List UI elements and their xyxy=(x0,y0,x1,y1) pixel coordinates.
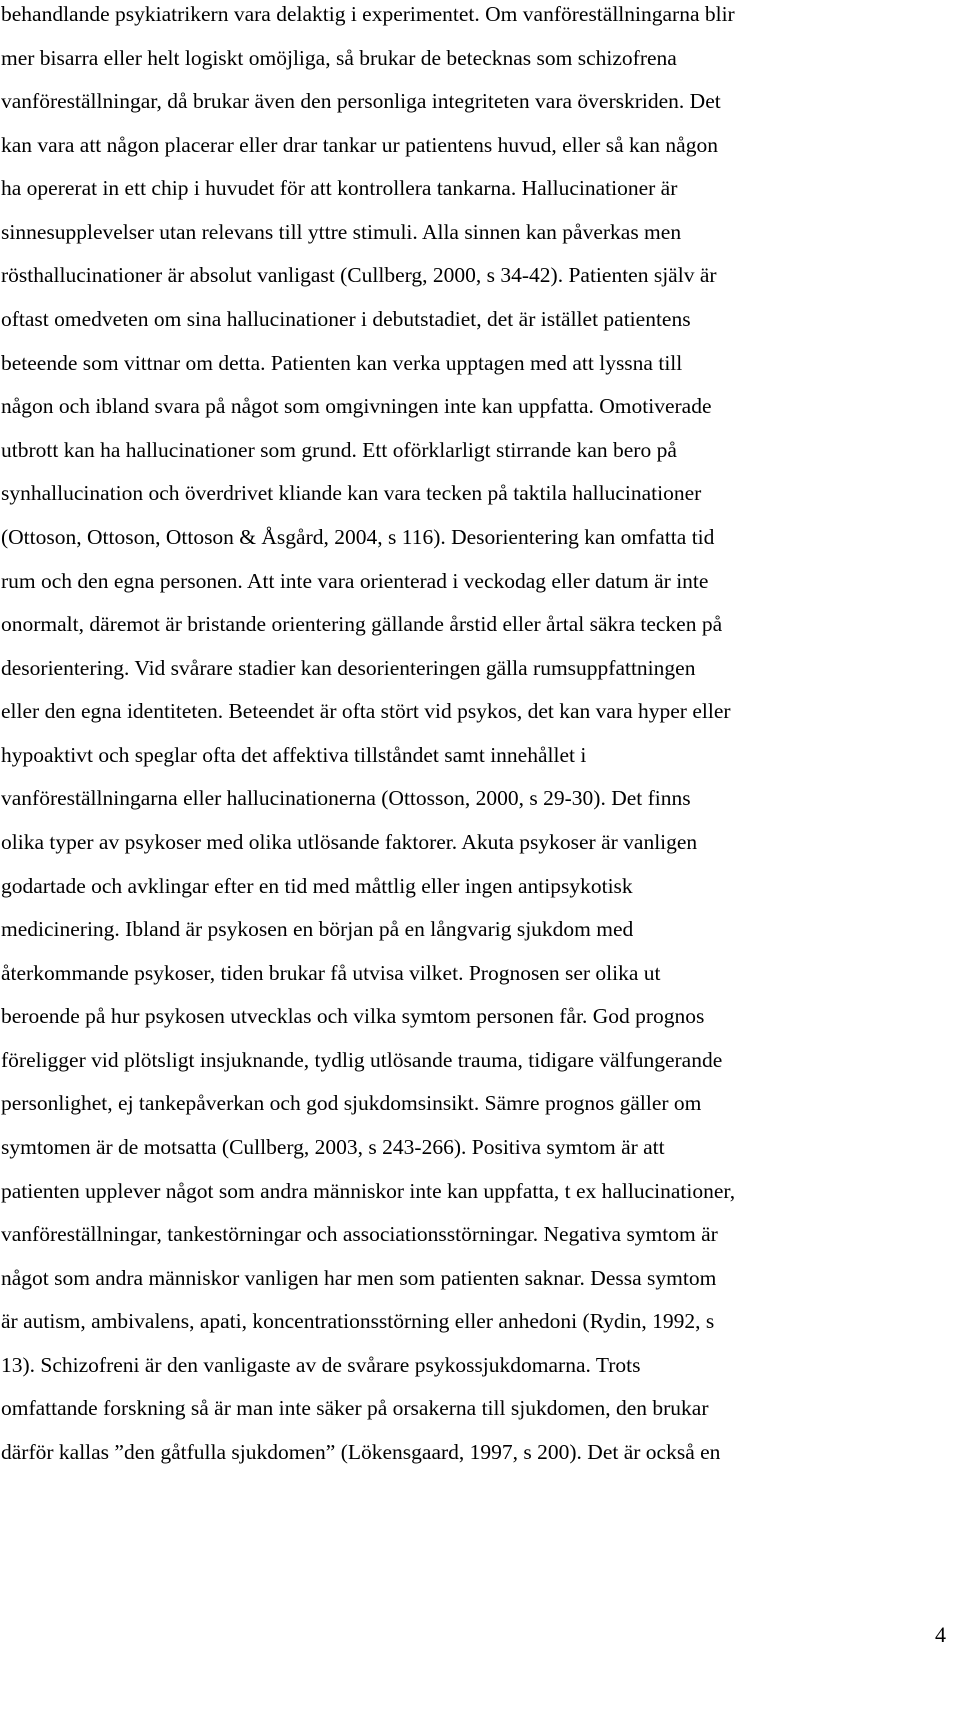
text-line: vanföreställningarna eller hallucinationerna (Ottosson, 2000, s 29-30). Det finns xyxy=(1,786,691,810)
text-line: kan vara att någon placerar eller drar tankar ur patientens huvud, eller så kan någon xyxy=(1,133,718,157)
text-line: vanföreställningar, då brukar även den personliga integriteten vara överskriden. Det xyxy=(1,89,721,113)
text-line: behandlande psykiatrikern vara delaktig i experimentet. Om vanföreställningarna blir xyxy=(1,2,735,26)
text-line: patienten upplever något som andra människor inte kan uppfatta, t ex hallucinationer, xyxy=(1,1179,736,1203)
text-line: beteende som vittnar om detta. Patienten kan verka upptagen med att lyssna till xyxy=(1,351,683,375)
text-line: rum och den egna personen. Att inte vara orienterad i veckodag eller datum är inte xyxy=(1,569,709,593)
text-line: oftast omedveten om sina hallucinationer i debutstadiet, det är istället patientens xyxy=(1,307,691,331)
text-line: sinnesupplevelser utan relevans till yttre stimuli. Alla sinnen kan påverkas men xyxy=(1,220,682,244)
text-line: utbrott kan ha hallucinationer som grund. Ett oförklarligt stirrande kan bero på xyxy=(1,438,677,462)
text-line: någon och ibland svara på något som omgivningen inte kan uppfatta. Omotiverade xyxy=(1,394,712,418)
text-line: 13). Schizofreni är den vanligaste av de svårare psykossjukdomarna. Trots xyxy=(1,1353,641,1377)
text-line: (Ottoson, Ottoson, Ottoson & Åsgård, 2004, s 116). Desorientering kan omfatta tid xyxy=(1,525,715,549)
text-line: är autism, ambivalens, apati, koncentrationsstörning eller anhedoni (Rydin, 1992, s xyxy=(1,1309,715,1333)
text-line: föreligger vid plötsligt insjuknande, tydlig utlösande trauma, tidigare välfungerande xyxy=(1,1048,723,1072)
text-line: olika typer av psykoser med olika utlösande faktorer. Akuta psykoser är vanligen xyxy=(1,830,698,854)
text-line: beroende på hur psykosen utvecklas och vilka symtom personen får. God prognos xyxy=(1,1004,705,1028)
text-line: därför kallas ”den gåtfulla sjukdomen” (Lökensgaard, 1997, s 200). Det är också en xyxy=(1,1440,721,1464)
text-line: godartade och avklingar efter en tid med måttlig eller ingen antipsykotisk xyxy=(1,874,633,898)
text-line: mer bisarra eller helt logiskt omöjliga, så brukar de betecknas som schizofrena xyxy=(1,46,677,70)
text-line: medicinering. Ibland är psykosen en början på en långvarig sjukdom med xyxy=(1,917,634,941)
text-line: omfattande forskning så är man inte säker på orsakerna till sjukdomen, den brukar xyxy=(1,1396,709,1420)
text-line: personlighet, ej tankepåverkan och god sjukdomsinsikt. Sämre prognos gäller om xyxy=(1,1091,702,1115)
text-line: hypoaktivt och speglar ofta det affektiva tillståndet samt innehållet i xyxy=(1,743,587,767)
text-line: rösthallucinationer är absolut vanligast (Cullberg, 2000, s 34-42). Patienten själv är xyxy=(1,263,717,287)
text-line: eller den egna identiteten. Beteendet är ofta stört vid psykos, det kan vara hyper eller xyxy=(1,699,731,723)
text-line: ha opererat in ett chip i huvudet för att kontrollera tankarna. Hallucinationer är xyxy=(1,176,678,200)
text-line: återkommande psykoser, tiden brukar få utvisa vilket. Prognosen ser olika ut xyxy=(1,961,661,985)
text-line: onormalt, däremot är bristande orientering gällande årstid eller årtal säkra tecken på xyxy=(1,612,723,636)
text-line: synhallucination och överdrivet kliande kan vara tecken på taktila hallucinationer xyxy=(1,481,702,505)
text-line: desorientering. Vid svårare stadier kan desorienteringen gälla rumsuppfattningen xyxy=(1,656,696,680)
page-number: 4 xyxy=(935,1622,946,1647)
text-line: symtomen är de motsatta (Cullberg, 2003, s 243-266). Positiva symtom är att xyxy=(1,1135,665,1159)
text-line: något som andra människor vanligen har men som patienten saknar. Dessa symtom xyxy=(1,1266,717,1290)
text-line: vanföreställningar, tankestörningar och associationsstörningar. Negativa symtom är xyxy=(1,1222,718,1246)
